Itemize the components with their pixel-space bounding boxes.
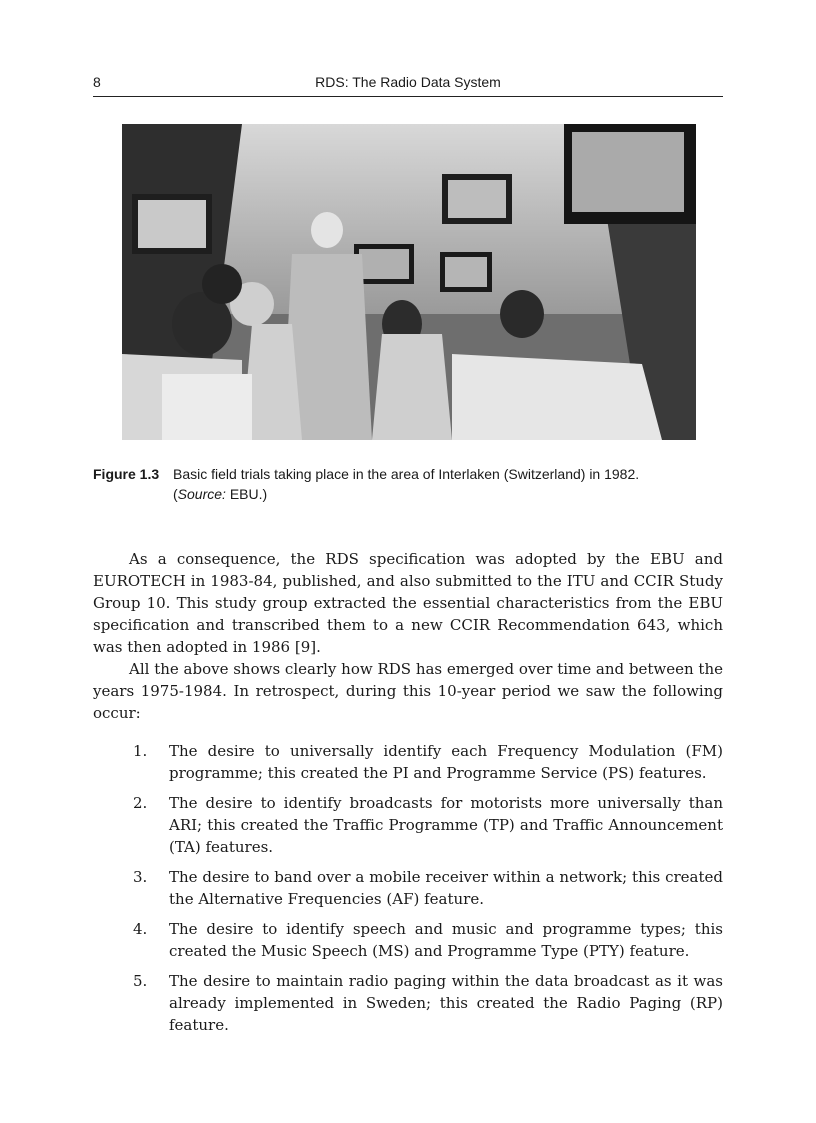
figure-caption-text: Basic field trials taking place in the area of Interlaken (Switzerland) in 1982. (Source: EBU.) <box>173 466 640 502</box>
list-number: 1. <box>133 742 148 760</box>
paragraph: As a consequence, the RDS specification was adopted by the EBU and EUROTECH in 1983-84, published, and also submitted to the ITU and CCIR Study Group 10. This study group extracted the essential characteristics from the EBU specification and transcribed them to a new CCIR Recommendation 643, which was then adopted in 1986 [9]. <box>93 550 723 656</box>
list-item <box>93 970 723 1036</box>
list-item <box>93 918 723 962</box>
list-item <box>93 740 723 784</box>
list-number: 3. <box>133 868 148 886</box>
paragraph: All the above shows clearly how RDS has emerged over time and between the years 1975-1984. In retrospect, during this 10-year period we saw the following occur: <box>93 660 723 722</box>
list-item <box>93 866 723 910</box>
running-header <box>93 74 723 97</box>
list-item <box>93 792 723 858</box>
list-number: 5. <box>133 972 148 990</box>
figure-source-label: Source: <box>177 486 226 502</box>
figure-label: Figure 1.3 <box>93 466 160 482</box>
body-text <box>93 548 723 1044</box>
list-text: The desire to maintain radio paging within the data broadcast as it was already implemented in Sweden; this created the Radio Paging (RP) feature. <box>169 972 723 1034</box>
list-text: The desire to universally identify each Frequency Modulation (FM) programme; this created the PI and Programme Service (PS) features. <box>169 742 723 782</box>
list-text: The desire to band over a mobile receiver within a network; this created the Alternative Frequencies (AF) feature. <box>169 868 723 908</box>
page-number: 8 <box>93 74 101 90</box>
numbered-list <box>93 740 723 1036</box>
list-number: 4. <box>133 920 148 938</box>
figure-photo <box>122 124 696 440</box>
figure-caption-body: Basic field trials taking place in the area of Interlaken (Switzerland) in 1982. <box>173 466 640 482</box>
list-text: The desire to identify broadcasts for motorists more universally than ARI; this created the Traffic Programme (TP) and Traffic Announcement (TA) features. <box>169 794 723 856</box>
running-title: RDS: The Radio Data System <box>315 74 501 90</box>
figure-source-value: EBU. <box>229 486 263 502</box>
list-text: The desire to identify speech and music and programme types; this created the Music Speech (MS) and Programme Type (PTY) feature. <box>169 920 723 960</box>
list-number: 2. <box>133 794 148 812</box>
